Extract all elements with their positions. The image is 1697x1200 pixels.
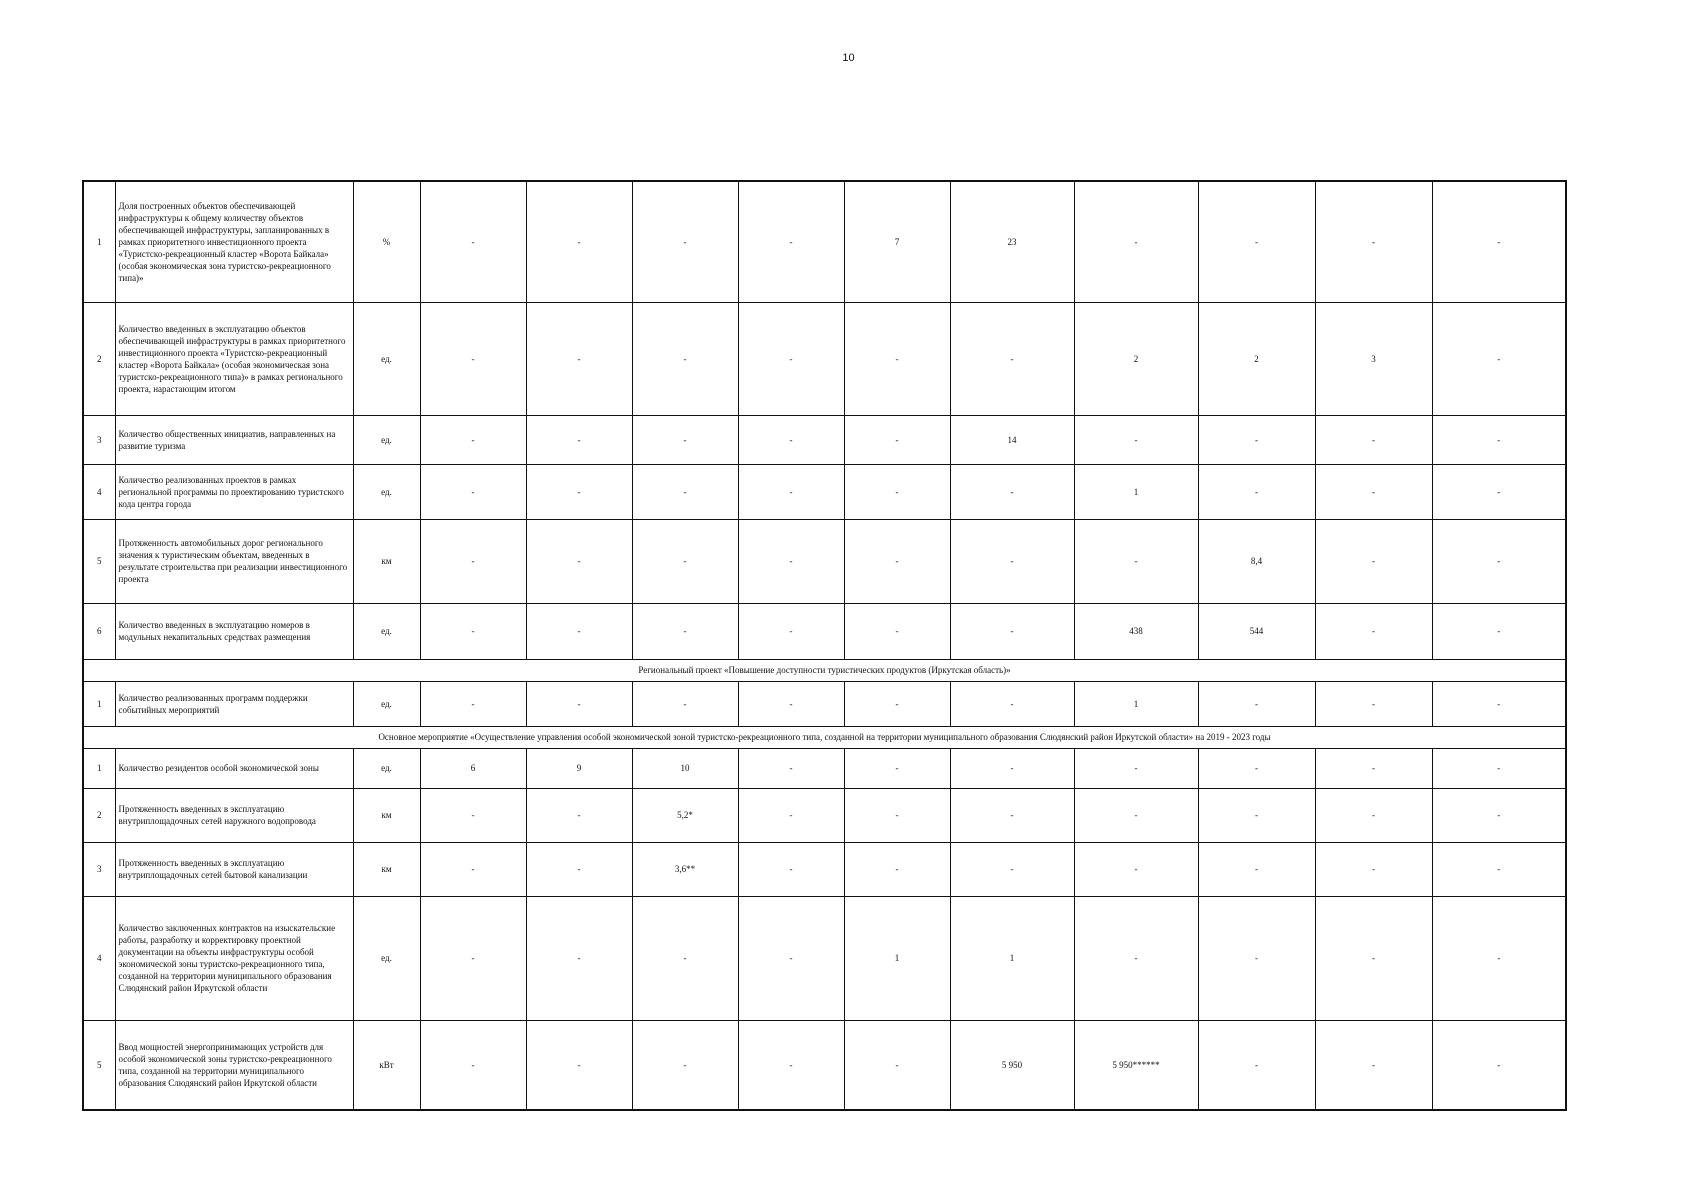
value-cell: - bbox=[738, 464, 844, 519]
indicator-name: Ввод мощностей энергопринимающих устройств для особой экономической зоны туристско-рекреационного типа, созданной на территории муниципального образования Слюдянский район Иркутской области bbox=[115, 1020, 353, 1110]
row-number: 6 bbox=[83, 603, 115, 659]
value-cell: 2 bbox=[1074, 302, 1198, 415]
value-cell: - bbox=[1315, 603, 1432, 659]
value-cell: 23 bbox=[950, 181, 1074, 302]
row-number: 1 bbox=[83, 181, 115, 302]
value-cell: - bbox=[950, 788, 1074, 842]
value-cell: 2 bbox=[1198, 302, 1315, 415]
value-cell: - bbox=[738, 519, 844, 603]
row-number: 2 bbox=[83, 302, 115, 415]
value-cell: - bbox=[1074, 748, 1198, 788]
value-cell: 7 bbox=[844, 181, 950, 302]
value-cell: - bbox=[738, 415, 844, 464]
value-cell: - bbox=[1315, 681, 1432, 726]
value-cell: - bbox=[526, 1020, 632, 1110]
value-cell: - bbox=[1432, 181, 1566, 302]
value-cell: - bbox=[1198, 181, 1315, 302]
indicator-name: Протяженность введенных в эксплуатацию внутриплощадочных сетей бытовой канализации bbox=[115, 842, 353, 896]
section-title: Основное мероприятие «Осуществление управления особой экономической зоной туристско-рекреационного типа, созданной на территории муниципального образования Слюдянский район Иркутской области» на 2019 - 2023 годы bbox=[83, 726, 1566, 748]
value-cell: - bbox=[632, 896, 738, 1020]
value-cell: 8,4 bbox=[1198, 519, 1315, 603]
value-cell: - bbox=[632, 681, 738, 726]
indicator-name: Количество реализованных программ поддержки событийных мероприятий bbox=[115, 681, 353, 726]
value-cell: - bbox=[1432, 681, 1566, 726]
value-cell: - bbox=[738, 896, 844, 1020]
value-cell: - bbox=[1198, 842, 1315, 896]
indicator-name: Доля построенных объектов обеспечивающей инфраструктуры к общему количеству объектов обеспечивающей инфраструктуры, запланированных в рамках приоритетного инвестиционного проекта «Туристско-рекреационный кластер «Ворота Байкала» (особая экономическая зона туристско-рекреационного типа)» bbox=[115, 181, 353, 302]
unit-cell: км bbox=[353, 519, 420, 603]
indicator-name: Количество введенных в эксплуатацию объектов обеспечивающей инфраструктуры в рамках приоритетного инвестиционного проекта «Туристско-рекреационный кластер «Ворота Байкала» (особая экономическая зона туристско-рекреационного типа)» в рамках регионального проекта, нарастающим итогом bbox=[115, 302, 353, 415]
value-cell: 14 bbox=[950, 415, 1074, 464]
value-cell: - bbox=[526, 415, 632, 464]
value-cell: - bbox=[526, 464, 632, 519]
value-cell: - bbox=[1315, 464, 1432, 519]
table-row bbox=[83, 748, 1566, 788]
table-row bbox=[83, 1020, 1566, 1110]
table-row bbox=[83, 842, 1566, 896]
row-number: 2 bbox=[83, 788, 115, 842]
value-cell: - bbox=[1315, 1020, 1432, 1110]
value-cell: - bbox=[1074, 788, 1198, 842]
value-cell: - bbox=[950, 842, 1074, 896]
value-cell: 6 bbox=[420, 748, 526, 788]
value-cell: - bbox=[1198, 681, 1315, 726]
value-cell: - bbox=[1074, 842, 1198, 896]
value-cell: - bbox=[632, 302, 738, 415]
page-number: 10 bbox=[842, 52, 855, 64]
row-number: 5 bbox=[83, 1020, 115, 1110]
value-cell: - bbox=[738, 842, 844, 896]
value-cell: - bbox=[844, 603, 950, 659]
value-cell: - bbox=[1315, 842, 1432, 896]
value-cell: - bbox=[844, 681, 950, 726]
value-cell: - bbox=[1198, 1020, 1315, 1110]
value-cell: - bbox=[526, 181, 632, 302]
value-cell: 5 950 bbox=[950, 1020, 1074, 1110]
value-cell: - bbox=[1315, 748, 1432, 788]
value-cell: - bbox=[844, 302, 950, 415]
unit-cell: ед. bbox=[353, 464, 420, 519]
table-row bbox=[83, 788, 1566, 842]
value-cell: - bbox=[1074, 896, 1198, 1020]
row-number: 4 bbox=[83, 464, 115, 519]
section-header-row bbox=[83, 726, 1566, 748]
value-cell: - bbox=[738, 681, 844, 726]
value-cell: - bbox=[1315, 415, 1432, 464]
value-cell: - bbox=[526, 788, 632, 842]
row-number: 3 bbox=[83, 415, 115, 464]
value-cell: - bbox=[1432, 519, 1566, 603]
indicator-name: Количество общественных инициатив, направленных на развитие туризма bbox=[115, 415, 353, 464]
value-cell: - bbox=[632, 415, 738, 464]
value-cell: - bbox=[950, 302, 1074, 415]
value-cell: - bbox=[950, 603, 1074, 659]
value-cell: 1 bbox=[844, 896, 950, 1020]
value-cell: - bbox=[632, 519, 738, 603]
value-cell: - bbox=[738, 1020, 844, 1110]
value-cell: - bbox=[1432, 603, 1566, 659]
row-number: 5 bbox=[83, 519, 115, 603]
unit-cell: ед. bbox=[353, 415, 420, 464]
indicator-name: Протяженность введенных в эксплуатацию внутриплощадочных сетей наружного водопровода bbox=[115, 788, 353, 842]
unit-cell: ед. bbox=[353, 681, 420, 726]
value-cell: - bbox=[1198, 748, 1315, 788]
value-cell: - bbox=[1315, 896, 1432, 1020]
unit-cell: ед. bbox=[353, 748, 420, 788]
indicator-name: Количество введенных в эксплуатацию номеров в модульных некапитальных средствах размещения bbox=[115, 603, 353, 659]
unit-cell: % bbox=[353, 181, 420, 302]
row-number: 4 bbox=[83, 896, 115, 1020]
value-cell: - bbox=[526, 896, 632, 1020]
value-cell: - bbox=[1315, 788, 1432, 842]
unit-cell: км bbox=[353, 788, 420, 842]
value-cell: - bbox=[844, 748, 950, 788]
indicator-name: Количество заключенных контрактов на изыскательские работы, разработку и корректировку проектной документации на объекты инфраструктуры особой экономической зоны туристско-рекреационного типа, созданной на территории муниципального образования Слюдянский район Иркутской области bbox=[115, 896, 353, 1020]
value-cell: - bbox=[950, 681, 1074, 726]
value-cell: - bbox=[420, 896, 526, 1020]
indicator-name: Количество реализованных проектов в рамках региональной программы по проектированию туристского кода центра города bbox=[115, 464, 353, 519]
row-number: 3 bbox=[83, 842, 115, 896]
unit-cell: ед. bbox=[353, 896, 420, 1020]
indicator-name: Количество резидентов особой экономической зоны bbox=[115, 748, 353, 788]
value-cell: - bbox=[420, 302, 526, 415]
value-cell: - bbox=[1432, 415, 1566, 464]
value-cell: - bbox=[1198, 896, 1315, 1020]
unit-cell: ед. bbox=[353, 302, 420, 415]
value-cell: - bbox=[950, 519, 1074, 603]
value-cell: - bbox=[1315, 519, 1432, 603]
value-cell: - bbox=[420, 603, 526, 659]
value-cell: - bbox=[844, 842, 950, 896]
value-cell: - bbox=[632, 1020, 738, 1110]
indicators-table bbox=[82, 180, 1567, 1111]
section-header-row bbox=[83, 659, 1566, 681]
value-cell: - bbox=[420, 681, 526, 726]
value-cell: - bbox=[1315, 181, 1432, 302]
value-cell: 438 bbox=[1074, 603, 1198, 659]
value-cell: - bbox=[1198, 415, 1315, 464]
value-cell: 1 bbox=[1074, 681, 1198, 726]
value-cell: - bbox=[420, 788, 526, 842]
value-cell: - bbox=[1074, 181, 1198, 302]
value-cell: - bbox=[632, 464, 738, 519]
value-cell: - bbox=[844, 464, 950, 519]
table-row bbox=[83, 415, 1566, 464]
value-cell: - bbox=[420, 842, 526, 896]
value-cell: 3,6** bbox=[632, 842, 738, 896]
value-cell: - bbox=[420, 181, 526, 302]
table-row bbox=[83, 896, 1566, 1020]
value-cell: 3 bbox=[1315, 302, 1432, 415]
unit-cell: кВт bbox=[353, 1020, 420, 1110]
table-row bbox=[83, 519, 1566, 603]
value-cell: - bbox=[844, 519, 950, 603]
value-cell: 9 bbox=[526, 748, 632, 788]
row-number: 1 bbox=[83, 748, 115, 788]
table-row bbox=[83, 302, 1566, 415]
value-cell: - bbox=[1432, 1020, 1566, 1110]
value-cell: - bbox=[844, 415, 950, 464]
table-row bbox=[83, 464, 1566, 519]
value-cell: - bbox=[1432, 302, 1566, 415]
table-row bbox=[83, 603, 1566, 659]
row-number: 1 bbox=[83, 681, 115, 726]
value-cell: - bbox=[738, 603, 844, 659]
value-cell: - bbox=[632, 603, 738, 659]
value-cell: - bbox=[420, 464, 526, 519]
value-cell: - bbox=[526, 603, 632, 659]
value-cell: - bbox=[1074, 415, 1198, 464]
value-cell: - bbox=[1432, 748, 1566, 788]
value-cell: - bbox=[738, 748, 844, 788]
value-cell: - bbox=[1432, 896, 1566, 1020]
value-cell: - bbox=[738, 302, 844, 415]
value-cell: 5 950****** bbox=[1074, 1020, 1198, 1110]
value-cell: - bbox=[526, 302, 632, 415]
value-cell: - bbox=[526, 519, 632, 603]
value-cell: - bbox=[738, 788, 844, 842]
value-cell: - bbox=[738, 181, 844, 302]
value-cell: 1 bbox=[1074, 464, 1198, 519]
section-title: Региональный проект «Повышение доступности туристических продуктов (Иркутская область)» bbox=[83, 659, 1566, 681]
value-cell: - bbox=[950, 748, 1074, 788]
value-cell: 10 bbox=[632, 748, 738, 788]
value-cell: - bbox=[844, 1020, 950, 1110]
value-cell: - bbox=[844, 788, 950, 842]
value-cell: 544 bbox=[1198, 603, 1315, 659]
value-cell: - bbox=[1432, 788, 1566, 842]
table-row bbox=[83, 181, 1566, 302]
indicator-name: Протяженность автомобильных дорог регионального значения к туристическим объектам, введенных в результате строительства при реализации инвестиционного проекта bbox=[115, 519, 353, 603]
value-cell: - bbox=[632, 181, 738, 302]
value-cell: - bbox=[950, 464, 1074, 519]
value-cell: 1 bbox=[950, 896, 1074, 1020]
unit-cell: км bbox=[353, 842, 420, 896]
unit-cell: ед. bbox=[353, 603, 420, 659]
value-cell: - bbox=[1432, 464, 1566, 519]
value-cell: - bbox=[526, 681, 632, 726]
value-cell: - bbox=[1198, 464, 1315, 519]
value-cell: - bbox=[526, 842, 632, 896]
table-row bbox=[83, 681, 1566, 726]
value-cell: - bbox=[1074, 519, 1198, 603]
value-cell: - bbox=[420, 415, 526, 464]
value-cell: - bbox=[1432, 842, 1566, 896]
value-cell: - bbox=[1198, 788, 1315, 842]
value-cell: 5,2* bbox=[632, 788, 738, 842]
value-cell: - bbox=[420, 1020, 526, 1110]
value-cell: - bbox=[420, 519, 526, 603]
